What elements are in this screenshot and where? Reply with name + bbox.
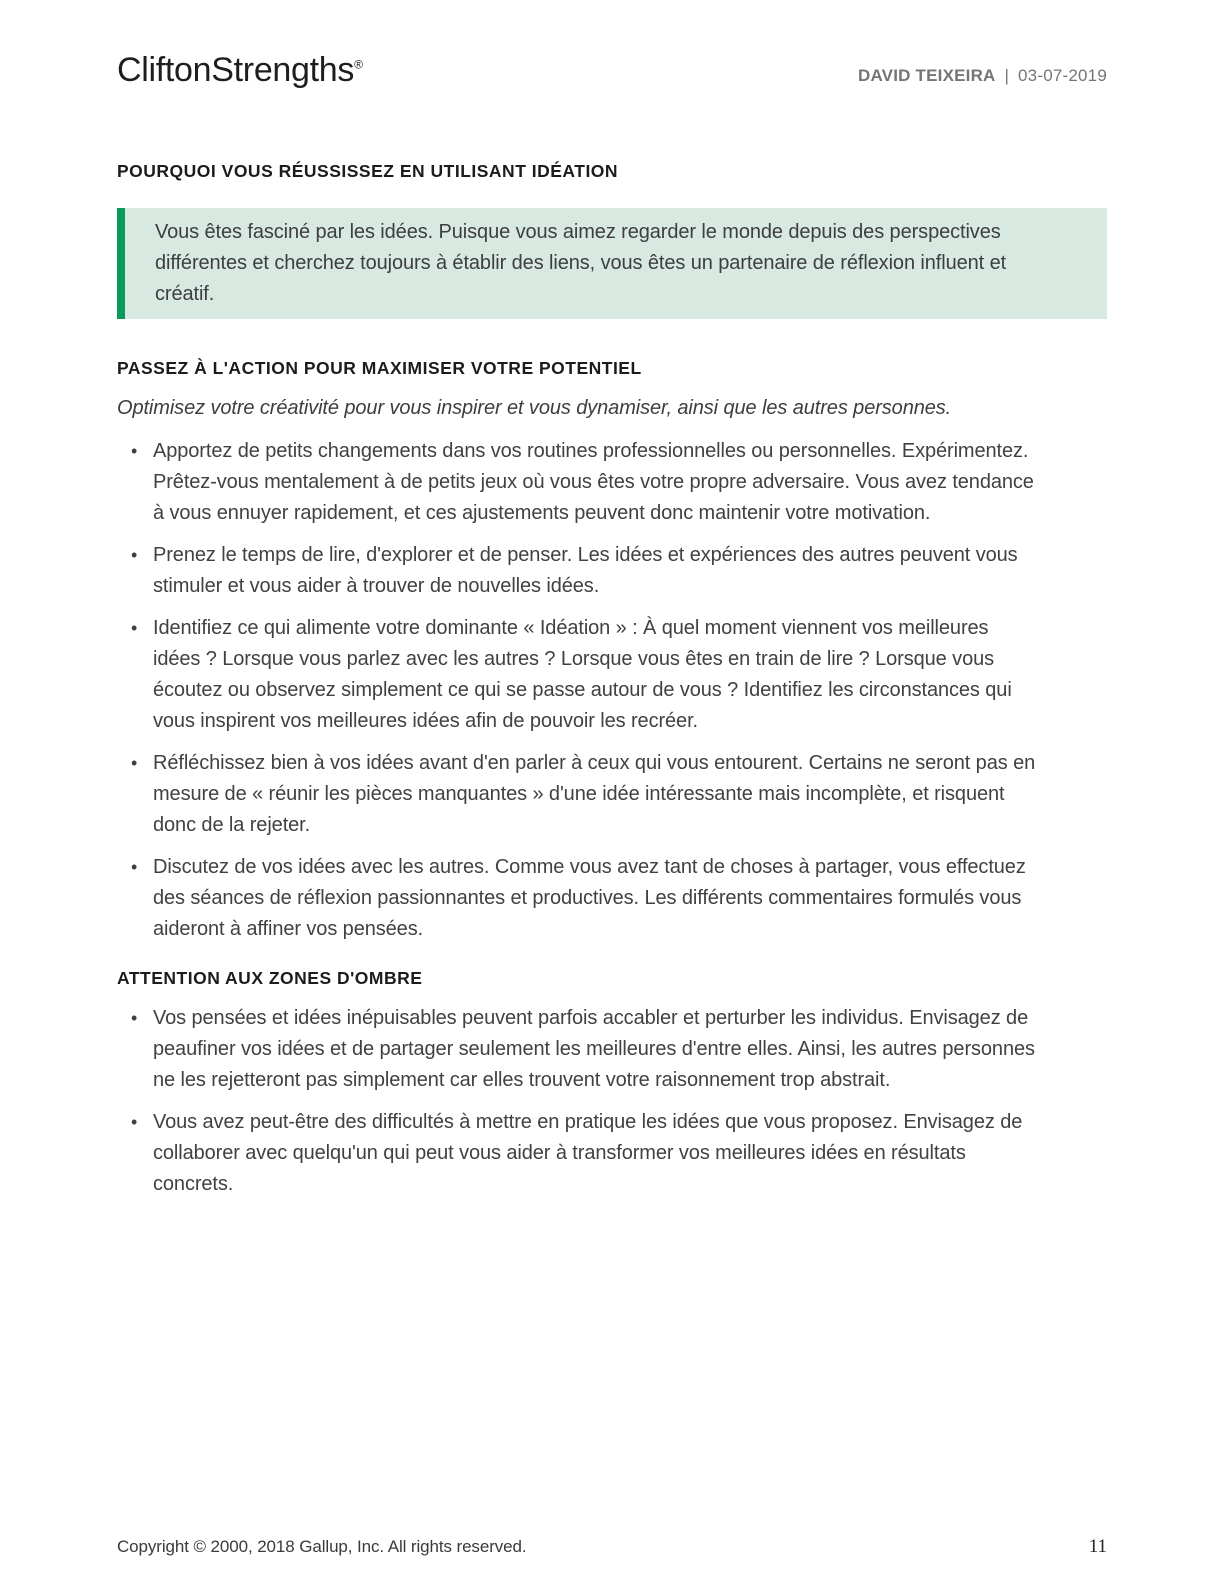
list-item: • Apportez de petits changements dans vos routines professionnelles ou personnelles. Expérimentez. Prêtez-vous mentalement à de petits jeux où vous êtes votre propre adversaire. Vous avez tendance à vous ennuyer rapidement, et ces ajustements peuvent donc maintenir votre motivation. bbox=[117, 436, 1037, 529]
strength-summary-text: Vous êtes fasciné par les idées. Puisque vous aimez regarder le monde depuis des perspectives différentes et cherchez toujours à établir des liens, vous êtes un partenaire de réflexion influent et créatif. bbox=[155, 221, 1007, 305]
cliftonstrengths-logo bbox=[117, 48, 363, 92]
blind-spots-list bbox=[117, 1003, 1037, 1200]
take-action-intro: Optimisez votre créativité pour vous inspirer et vous dynamiser, ainsi que les autres personnes. bbox=[117, 397, 952, 419]
page-footer bbox=[117, 1536, 1107, 1558]
list-item: • Réfléchissez bien à vos idées avant d'en parler à ceux qui vous entourent. Certains ne seront pas en mesure de « réunir les pièces manquantes » d'une idée intéressante mais incomplète, et risquent donc de la rejeter. bbox=[117, 748, 1037, 841]
list-item: • Identifiez ce qui alimente votre dominante « Idéation » : À quel moment viennent vos meilleures idées ? Lorsque vous parlez avec les autres ? Lorsque vous êtes en train de lire ? Lorsque vous écoutez ou observez simplement ce qui se passe autour de vous ? Identifiez les circonstances qui vous inspirent vos meilleures idées afin de pouvoir les recréer. bbox=[117, 613, 1037, 737]
list-item: • Vous avez peut-être des difficultés à mettre en pratique les idées que vous proposez. Envisagez de collaborer avec quelqu'un qui peut vous aider à transformer vos meilleures idées en résultats concrets. bbox=[117, 1107, 1037, 1200]
page-number: 11 bbox=[1088, 1536, 1107, 1557]
page-header bbox=[117, 0, 1107, 92]
take-action-list bbox=[117, 436, 1037, 945]
strength-summary-quote-box bbox=[117, 208, 1107, 319]
report-meta bbox=[858, 66, 1107, 86]
report-date: 03-07-2019 bbox=[1018, 66, 1107, 85]
list-item: • Vos pensées et idées inépuisables peuvent parfois accabler et perturber les individus. Envisagez de peaufiner vos idées et de partager seulement les meilleures d'entre elles. Ainsi, les autres personnes ne les rejetteront pas simplement car elles trouvent votre raisonnement trop abstrait. bbox=[117, 1003, 1037, 1096]
section-heading-take-action: PASSEZ À L'ACTION POUR MAXIMISER VOTRE POTENTIEL bbox=[117, 358, 642, 378]
copyright-notice: Copyright © 2000, 2018 Gallup, Inc. All rights reserved. bbox=[117, 1537, 527, 1556]
registered-trademark-icon: ® bbox=[354, 57, 363, 72]
list-item: • Discutez de vos idées avec les autres. Comme vous avez tant de choses à partager, vous effectuez des séances de réflexion passionnantes et productives. Les différents commentaires formulés vous aideront à affiner vos pensées. bbox=[117, 852, 1037, 945]
section-heading-why-you-succeed: POURQUOI VOUS RÉUSSISSEZ EN UTILISANT IDÉATION bbox=[117, 161, 619, 181]
logo-text: CliftonStrengths bbox=[117, 51, 355, 89]
meta-separator: | bbox=[1004, 66, 1010, 85]
section-heading-blind-spots: ATTENTION AUX ZONES D'OMBRE bbox=[117, 968, 423, 988]
person-name: DAVID TEIXEIRA bbox=[857, 66, 996, 85]
list-item: • Prenez le temps de lire, d'explorer et de penser. Les idées et expériences des autres peuvent vous stimuler et vous aider à trouver de nouvelles idées. bbox=[117, 540, 1037, 602]
